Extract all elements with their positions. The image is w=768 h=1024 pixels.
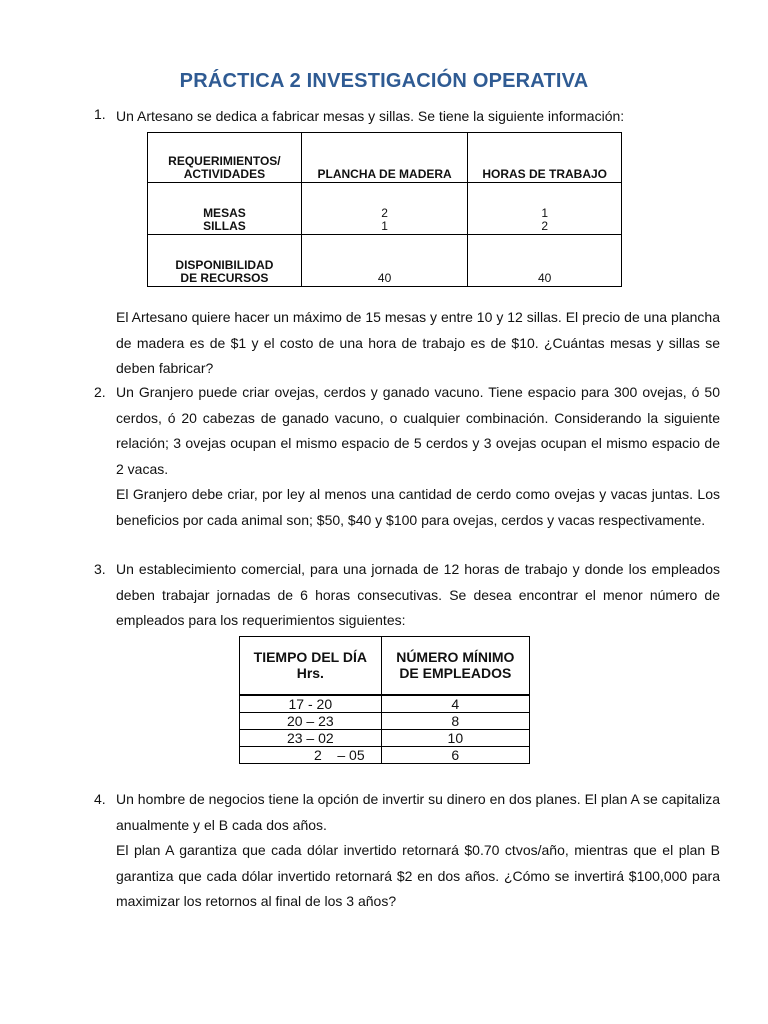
employees-table xyxy=(239,636,530,764)
problem-4 xyxy=(94,787,720,915)
employees-table-cell: 2 – 05 xyxy=(240,746,382,763)
employees-table-header-2: NÚMERO MÍNIMO DE EMPLEADOS xyxy=(381,637,529,695)
problem-1-number: 1. xyxy=(94,106,106,122)
resources-table-cell: 40 xyxy=(301,235,468,287)
employees-table-cell: 17 - 20 xyxy=(240,695,382,713)
problem-1-text: El Artesano quiere hacer un máximo de 15 mesas y entre 10 y 12 sillas. El precio de una plancha de madera es de $1 y el costo de una hora de trabajo es de $10. ¿Cuántas mesas y sillas se deben fabricar? xyxy=(116,309,720,376)
resources-table xyxy=(147,132,622,287)
problem-1 xyxy=(94,106,720,126)
resources-table-cell: 1 2 xyxy=(468,183,622,235)
problem-4-number: 4. xyxy=(94,791,106,807)
employees-table-cell: 6 xyxy=(381,746,529,763)
resources-table-header-2: PLANCHA DE MADERA xyxy=(301,133,468,183)
problem-3-number: 3. xyxy=(94,561,106,577)
problem-3 xyxy=(94,557,720,634)
resources-table-header-1: REQUERIMIENTOS/ ACTIVIDADES xyxy=(148,133,302,183)
problem-1-intro: Un Artesano se dedica a fabricar mesas y sillas. Se tiene la siguiente información: xyxy=(116,108,625,124)
resources-table-cell: 2 1 xyxy=(301,183,468,235)
employees-table-cell: 8 xyxy=(381,712,529,729)
problem-2 xyxy=(94,380,720,533)
page-title: PRÁCTICA 2 INVESTIGACIÓN OPERATIVA xyxy=(179,70,589,92)
resources-table-cell: DISPONIBILIDAD DE RECURSOS xyxy=(148,235,302,287)
resources-table-header-3: HORAS DE TRABAJO xyxy=(468,133,622,183)
employees-table-cell: 4 xyxy=(381,695,529,713)
problem-2-text-2: El Granjero debe criar, por ley al menos una cantidad de cerdo como ovejas y vacas juntas. Los beneficios por cada animal son; $50, $40 y $100 para ovejas, cerdos y vacas respectivamente. xyxy=(116,486,720,528)
problem-3-text: Un establecimiento comercial, para una jornada de 12 horas de trabajo y donde los empleados deben trabajar jornadas de 6 horas consecutivas. Se desea encontrar el menor número de empleados para los requerimientos siguientes: xyxy=(116,561,720,628)
employees-table-cell: 20 – 23 xyxy=(240,712,382,729)
problem-1-body xyxy=(94,305,720,382)
problem-2-text-1: Un Granjero puede criar ovejas, cerdos y ganado vacuno. Tiene espacio para 300 ovejas, ó 50 cerdos, ó 20 cabezas de ganado vacuno, o cualquier combinación. Considerando la siguiente relación; 3 ovejas ocupan el mismo espacio de 5 cerdos y 3 ovejas ocupan el mismo espacio de 2 vacas. xyxy=(116,384,720,477)
problem-4-text-2: El plan A garantiza que cada dólar invertido retornará $0.70 ctvos/año, mientras que el plan B garantiza que cada dólar invertido retornará $2 en dos años. ¿Cómo se invertirá $100,000 para maximizar los retornos al final de los 3 años? xyxy=(116,842,720,909)
employees-table-cell: 23 – 02 xyxy=(240,729,382,746)
problem-2-number: 2. xyxy=(94,384,106,400)
resources-table-cell: 40 xyxy=(468,235,622,287)
employees-table-header-1: TIEMPO DEL DÍA Hrs. xyxy=(240,637,382,695)
employees-table-cell: 10 xyxy=(381,729,529,746)
problem-4-text-1: Un hombre de negocios tiene la opción de invertir su dinero en dos planes. El plan A se capitaliza anualmente y el B cada dos años. xyxy=(116,791,720,833)
resources-table-cell: MESAS SILLAS xyxy=(148,183,302,235)
